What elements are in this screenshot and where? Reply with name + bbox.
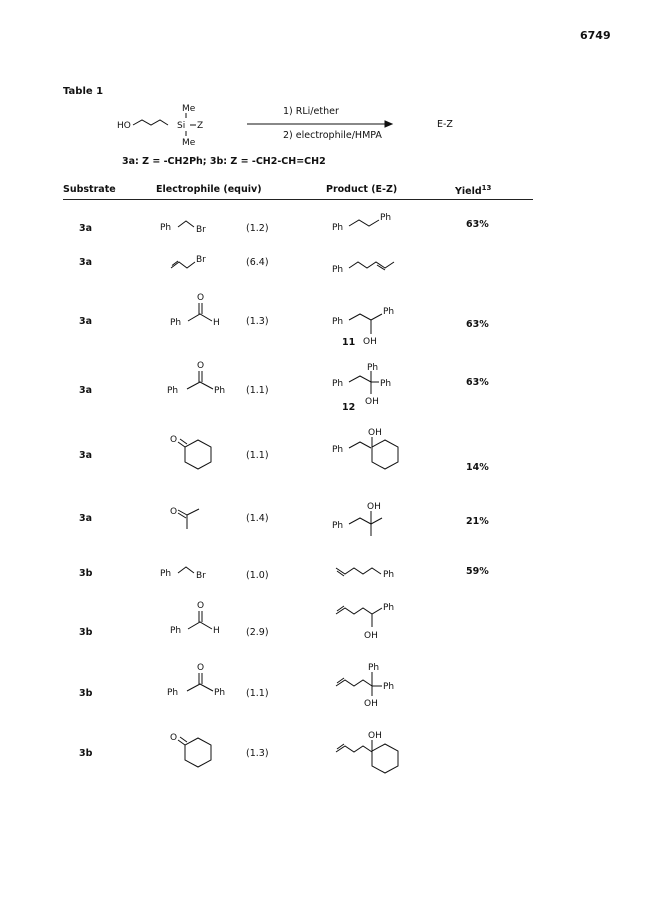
svg-text:Ph: Ph <box>160 569 172 579</box>
row-9-substrate: 3b <box>79 688 93 699</box>
table-title: Table 1 <box>63 86 104 97</box>
header-electrophile: Electrophile (equiv) <box>156 184 262 195</box>
svg-text:Ph: Ph <box>160 223 172 233</box>
row-5-substrate: 3a <box>79 450 93 461</box>
svg-text:OH: OH <box>368 731 382 741</box>
compound-12-label: 12 <box>342 402 356 413</box>
row-3-equiv: (1.3) <box>246 316 269 327</box>
row-9-equiv: (1.1) <box>246 688 269 699</box>
row-2-product <box>332 250 422 280</box>
svg-text:O: O <box>170 507 178 517</box>
svg-text:Ph: Ph <box>167 688 179 698</box>
row-8-substrate: 3b <box>79 627 93 638</box>
chain-bond <box>133 120 168 125</box>
header-product: Product (E-Z) <box>326 184 398 195</box>
z-label: Z <box>197 121 204 131</box>
row-5-yield: 14% <box>466 462 489 473</box>
reaction-arrow <box>245 120 395 128</box>
svg-text:Br: Br <box>196 255 206 265</box>
svg-text:O: O <box>197 361 205 371</box>
row-7-electrophile <box>160 556 230 582</box>
svg-text:Ph: Ph <box>383 682 395 692</box>
row-6-product <box>332 496 422 546</box>
svg-text:Ph: Ph <box>368 663 380 673</box>
row-4-electrophile <box>167 358 242 402</box>
row-4-equiv: (1.1) <box>246 385 269 396</box>
row-1-equiv: (1.2) <box>246 223 269 234</box>
row-1-substrate: 3a <box>79 223 93 234</box>
row-4-yield: 63% <box>466 377 489 388</box>
row-7-substrate: 3b <box>79 568 93 579</box>
compound-11-label: 11 <box>342 337 356 348</box>
row-4-substrate: 3a <box>79 385 93 396</box>
row-9-electrophile <box>167 660 242 704</box>
row-2-equiv: (6.4) <box>246 257 269 268</box>
svg-text:Ph: Ph <box>383 307 395 317</box>
row-2-electrophile <box>168 248 228 274</box>
svg-text:Ph: Ph <box>332 379 344 389</box>
row-2-substrate: 3a <box>79 257 93 268</box>
row-10-substrate: 3b <box>79 748 93 759</box>
header-rule <box>63 199 533 200</box>
yield-label: Yield <box>455 186 482 198</box>
row-7-yield: 59% <box>466 566 489 577</box>
svg-text:Ph: Ph <box>332 223 344 233</box>
yield-reference: 13 <box>481 184 492 192</box>
row-1-electrophile <box>160 210 230 236</box>
row-7-equiv: (1.0) <box>246 570 269 581</box>
scheme-product: E-Z <box>437 119 453 130</box>
header-substrate: Substrate <box>63 184 116 195</box>
svg-text:Ph: Ph <box>170 318 182 328</box>
svg-text:Br: Br <box>196 571 206 581</box>
svg-text:Ph: Ph <box>167 386 179 396</box>
svg-text:O: O <box>197 663 205 673</box>
condition-1: 1) RLi/ether <box>283 106 339 117</box>
svg-text:OH: OH <box>363 337 377 347</box>
row-8-electrophile <box>170 598 240 642</box>
row-3-substrate: 3a <box>79 316 93 327</box>
svg-text:OH: OH <box>364 699 378 709</box>
svg-text:O: O <box>197 293 205 303</box>
svg-text:Ph: Ph <box>214 386 226 396</box>
svg-text:OH: OH <box>365 397 379 407</box>
row-1-yield: 63% <box>466 219 489 230</box>
me-label-bottom: Me <box>182 138 196 148</box>
svg-text:Ph: Ph <box>383 603 395 613</box>
svg-text:Ph: Ph <box>332 521 344 531</box>
row-5-equiv: (1.1) <box>246 450 269 461</box>
svg-text:Ph: Ph <box>383 570 395 580</box>
svg-text:H: H <box>213 318 220 328</box>
svg-text:OH: OH <box>367 502 381 512</box>
page-number: 6749 <box>580 29 611 42</box>
row-7-product <box>332 560 422 584</box>
svg-text:Ph: Ph <box>367 363 379 373</box>
row-6-yield: 21% <box>466 516 489 527</box>
svg-text:Ph: Ph <box>332 265 344 275</box>
me-label-top: Me <box>182 104 196 114</box>
row-10-product <box>332 724 432 784</box>
svg-text:Ph: Ph <box>380 379 392 389</box>
row-8-product <box>332 600 422 642</box>
row-10-electrophile <box>168 728 238 778</box>
svg-text:OH: OH <box>364 631 378 641</box>
svg-text:Ph: Ph <box>332 445 344 455</box>
svg-text:Ph: Ph <box>332 317 344 327</box>
row-8-equiv: (2.9) <box>246 627 269 638</box>
reactant-structure <box>100 102 240 152</box>
condition-2: 2) electrophile/HMPA <box>283 130 382 141</box>
row-6-substrate: 3a <box>79 513 93 524</box>
svg-text:Ph: Ph <box>380 213 392 223</box>
svg-text:H: H <box>213 626 220 636</box>
row-3-yield: 63% <box>466 319 489 330</box>
svg-text:Ph: Ph <box>170 626 182 636</box>
row-6-electrophile <box>168 500 228 540</box>
svg-text:Ph: Ph <box>214 688 226 698</box>
row-10-equiv: (1.3) <box>246 748 269 759</box>
svg-text:OH: OH <box>368 428 382 438</box>
svg-text:Br: Br <box>196 225 206 235</box>
svg-text:O: O <box>170 435 178 445</box>
ho-label: HO <box>117 121 131 131</box>
svg-text:O: O <box>170 733 178 743</box>
si-label: Si <box>177 121 186 131</box>
row-1-product <box>332 208 422 238</box>
substituent-definitions: 3a: Z = -CH2Ph; 3b: Z = -CH2-CH=CH2 <box>122 156 326 167</box>
row-9-product <box>332 660 432 710</box>
row-5-product <box>332 420 432 480</box>
row-3-electrophile <box>170 290 240 334</box>
svg-text:O: O <box>197 601 205 611</box>
row-6-equiv: (1.4) <box>246 513 269 524</box>
header-yield <box>455 184 491 197</box>
row-5-electrophile <box>168 430 238 480</box>
